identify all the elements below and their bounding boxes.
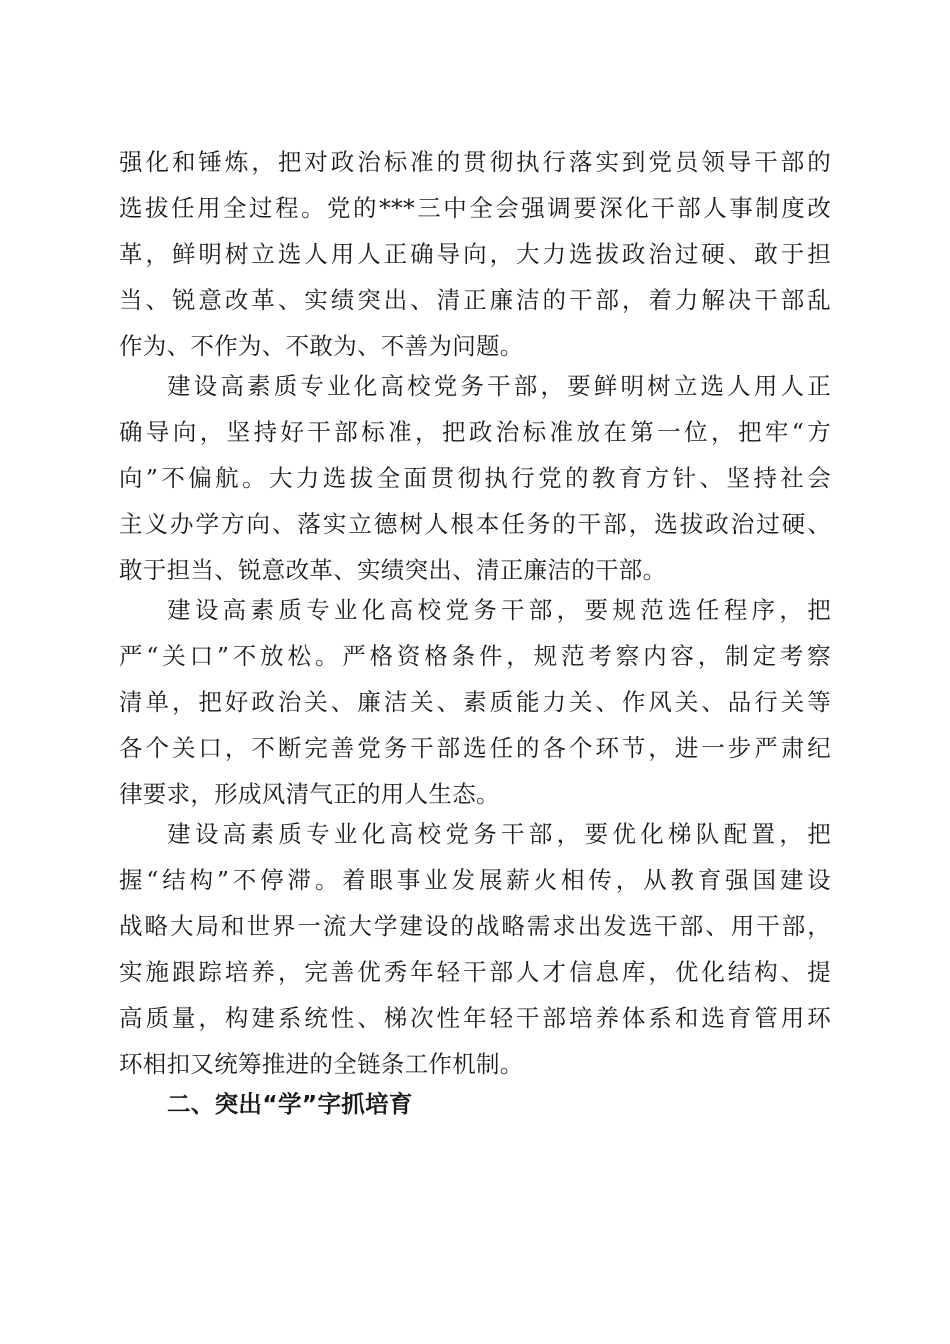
text-line: 战略大局和世界一流大学建设的战略需求出发选干部、用干部，	[119, 912, 831, 940]
text-line: 高质量，构建系统性、梯次性年轻干部培养体系和选育管用环	[119, 1004, 831, 1032]
text-line: 严“关口”不放松。严格资格条件，规范考察内容，制定考察	[119, 642, 831, 670]
paragraph-direction	[119, 363, 831, 593]
paragraph-continuation	[119, 139, 831, 369]
text-line: 建设高素质专业化高校党务干部，要鲜明树立选人用人正	[167, 372, 831, 400]
text-line: 律要求，形成风清气正的用人生态。	[119, 780, 500, 808]
text-line: 革，鲜明树立选人用人正确导向，大力选拔政治过硬、敢于担	[119, 240, 831, 268]
text-line: 敢于担当、锐意改革、实绩突出、清正廉洁的干部。	[119, 556, 667, 584]
text-line: 作为、不作为、不敢为、不善为问题。	[119, 332, 524, 360]
text-line: 主义办学方向、落实立德树人根本任务的干部，选拔政治过硬、	[119, 510, 831, 538]
text-line: 建设高素质专业化高校党务干部，要优化梯队配置，把	[167, 820, 831, 848]
text-line: 握“结构”不停滞。着眼事业发展薪火相传，从教育强国建设	[119, 866, 831, 894]
section-heading: 二、突出“学”字抓培育	[167, 1090, 413, 1118]
text-line: 清单，把好政治关、廉洁关、素质能力关、作风关、品行关等	[119, 688, 831, 716]
text-line: 选拔任用全过程。党的***三中全会强调要深化干部人事制度改	[119, 194, 831, 222]
paragraph-checkpoint	[119, 587, 831, 817]
text-line: 确导向，坚持好干部标准，把政治标准放在第一位，把牢“方	[119, 418, 831, 446]
text-line: 当、锐意改革、实绩突出、清正廉洁的干部，着力解决干部乱	[119, 286, 831, 314]
text-line: 强化和锤炼，把对政治标准的贯彻执行落实到党员领导干部的	[119, 148, 831, 176]
text-line: 环相扣又统筹推进的全链条工作机制。	[119, 1050, 524, 1078]
text-line: 各个关口，不断完善党务干部选任的各个环节，进一步严肃纪	[119, 734, 831, 762]
paragraph-structure	[119, 811, 831, 1087]
text-line: 实施跟踪培养，完善优秀年轻干部人才信息库，优化结构、提	[119, 958, 831, 986]
section-heading-block	[119, 1081, 831, 1127]
text-line: 向”不偏航。大力选拔全面贯彻执行党的教育方针、坚持社会	[119, 464, 831, 492]
text-line: 建设高素质专业化高校党务干部，要规范选任程序，把	[167, 596, 831, 624]
